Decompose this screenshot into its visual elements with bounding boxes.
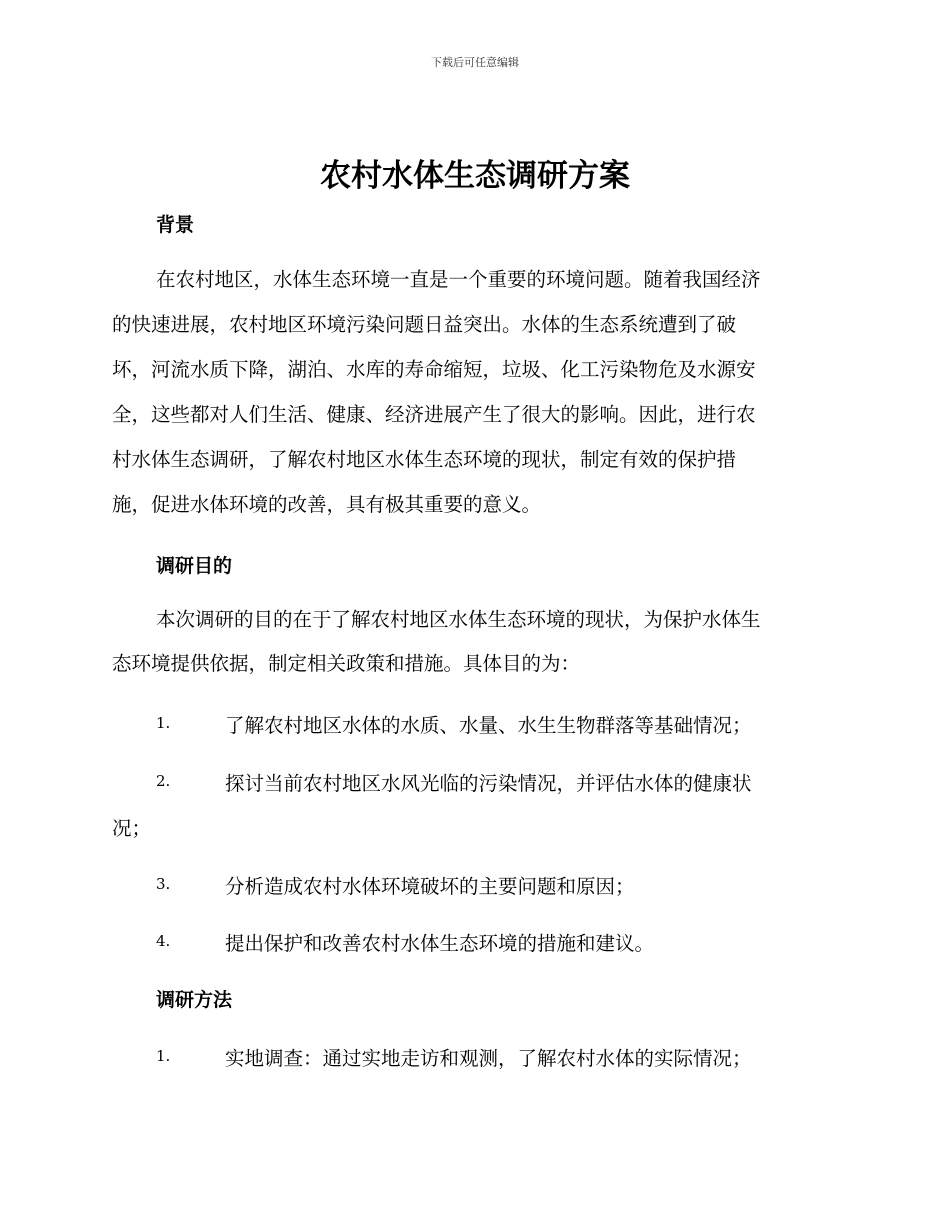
paragraph-line: 态环境提供依据，制定相关政策和措施。具体目的为：	[112, 652, 581, 675]
list-item-number: 3.	[156, 875, 171, 893]
paragraph-line: 坏，河流水质下降，湖泊、水库的寿命缩短，垃圾、化工污染物危及水源安	[112, 358, 756, 381]
list-item-text: 实地调查：通过实地走访和观测，了解农村水体的实际情况；	[225, 1047, 752, 1070]
list-item-text: 分析造成农村水体环境破坏的主要问题和原因；	[225, 875, 635, 898]
list-item-text: 探讨当前农村地区水风光临的污染情况，并评估水体的健康状	[225, 772, 752, 795]
list-item-number: 2.	[156, 772, 171, 790]
list-item-text: 了解农村地区水体的水质、水量、水生生物群落等基础情况；	[225, 714, 752, 737]
section-heading-background: 背景	[156, 214, 195, 236]
list-item-number: 1.	[156, 1047, 171, 1065]
list-item-text: 提出保护和改善农村水体生态环境的措施和建议。	[225, 932, 655, 955]
paragraph-line: 村水体生态调研，了解农村地区水体生态环境的现状，制定有效的保护措	[112, 448, 737, 471]
document-title: 农村水体生态调研方案	[320, 158, 630, 194]
paragraph-line: 的快速进展，农村地区环境污染问题日益突出。水体的生态系统遭到了破	[112, 313, 737, 336]
list-item-number: 4.	[156, 932, 171, 950]
list-item-continuation: 况；	[112, 817, 152, 840]
paragraph-line: 本次调研的目的在于了解农村地区水体生态环境的现状，为保护水体生	[156, 608, 761, 631]
list-item-number: 1.	[156, 714, 171, 732]
section-heading-purpose: 调研目的	[156, 555, 233, 577]
header-note: 下载后可任意编辑	[431, 56, 519, 69]
paragraph-line: 在农村地区，水体生态环境一直是一个重要的环境问题。随着我国经济	[156, 268, 761, 291]
paragraph-line: 施，促进水体环境的改善，具有极其重要的意义。	[112, 493, 542, 516]
paragraph-line: 全，这些都对人们生活、健康、经济进展产生了很大的影响。因此，进行农	[112, 403, 756, 426]
section-heading-method: 调研方法	[156, 989, 233, 1011]
